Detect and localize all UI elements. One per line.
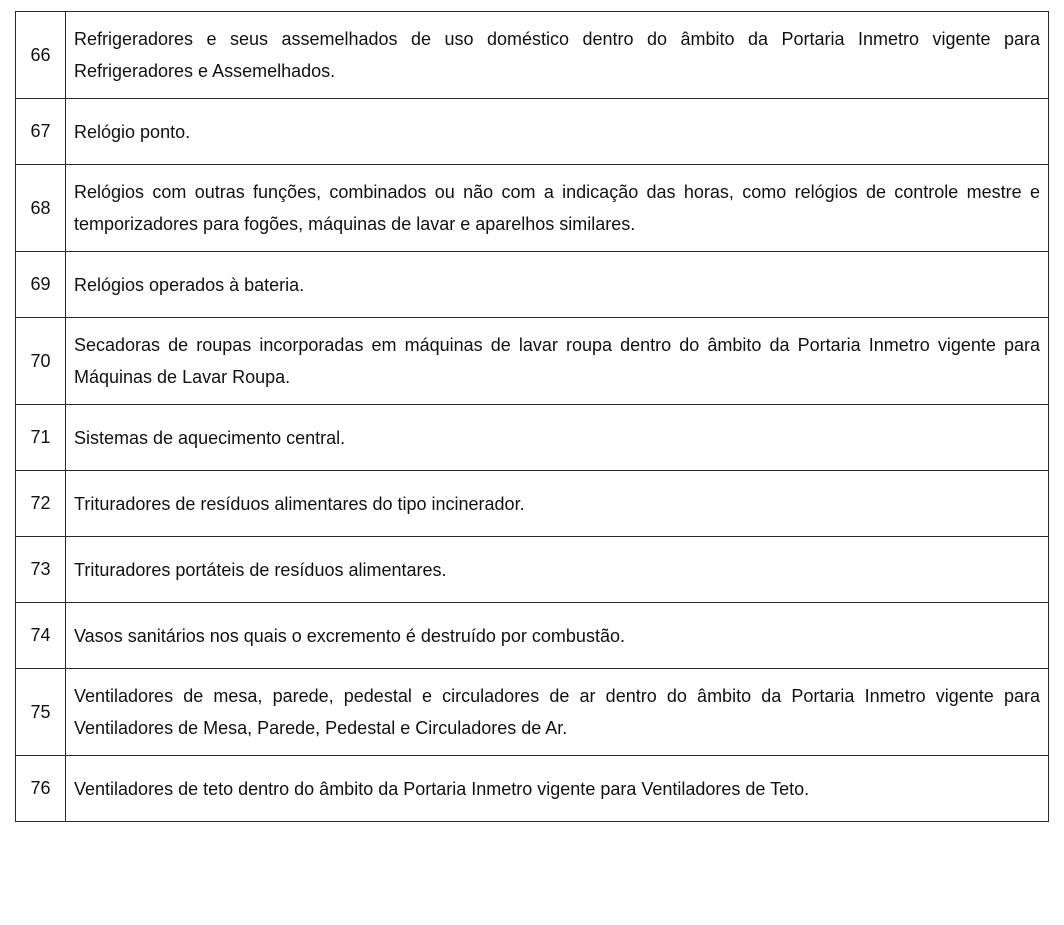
table-row [16,99,1049,165]
table-row [16,12,1049,99]
item-number: 76 [16,756,66,822]
item-number: 67 [16,99,66,165]
table-row [16,471,1049,537]
item-number: 74 [16,603,66,669]
item-description: Ventiladores de teto dentro do âmbito da Portaria Inmetro vigente para Ventiladores de Teto. [66,756,1049,822]
item-description: Refrigeradores e seus assemelhados de uso doméstico dentro do âmbito da Portaria Inmetro vigente para Refrigeradores e Assemelhados. [66,12,1049,99]
item-number: 72 [16,471,66,537]
item-description: Ventiladores de mesa, parede, pedestal e circuladores de ar dentro do âmbito da Portaria Inmetro vigente para Ventiladores de Mesa, Parede, Pedestal e Circuladores de Ar. [66,669,1049,756]
table-row [16,756,1049,822]
item-number: 71 [16,405,66,471]
item-number: 73 [16,537,66,603]
item-number: 70 [16,318,66,405]
item-description: Secadoras de roupas incorporadas em máquinas de lavar roupa dentro do âmbito da Portaria Inmetro vigente para Máquinas de Lavar Roupa. [66,318,1049,405]
item-number: 69 [16,252,66,318]
table-row [16,165,1049,252]
item-number: 75 [16,669,66,756]
item-description: Relógios operados à bateria. [66,252,1049,318]
item-description: Trituradores de resíduos alimentares do tipo incinerador. [66,471,1049,537]
table-row [16,603,1049,669]
item-description: Vasos sanitários nos quais o excremento é destruído por combustão. [66,603,1049,669]
item-description: Relógios com outras funções, combinados ou não com a indicação das horas, como relógios de controle mestre e temporizadores para fogões, máquinas de lavar e aparelhos similares. [66,165,1049,252]
item-description: Relógio ponto. [66,99,1049,165]
table-row [16,405,1049,471]
table-row [16,537,1049,603]
item-number: 68 [16,165,66,252]
table-row [16,669,1049,756]
table-body [16,12,1049,822]
table-row [16,252,1049,318]
item-number: 66 [16,12,66,99]
item-description: Trituradores portáteis de resíduos alimentares. [66,537,1049,603]
item-description: Sistemas de aquecimento central. [66,405,1049,471]
table-row [16,318,1049,405]
appliance-list-table [15,11,1049,822]
